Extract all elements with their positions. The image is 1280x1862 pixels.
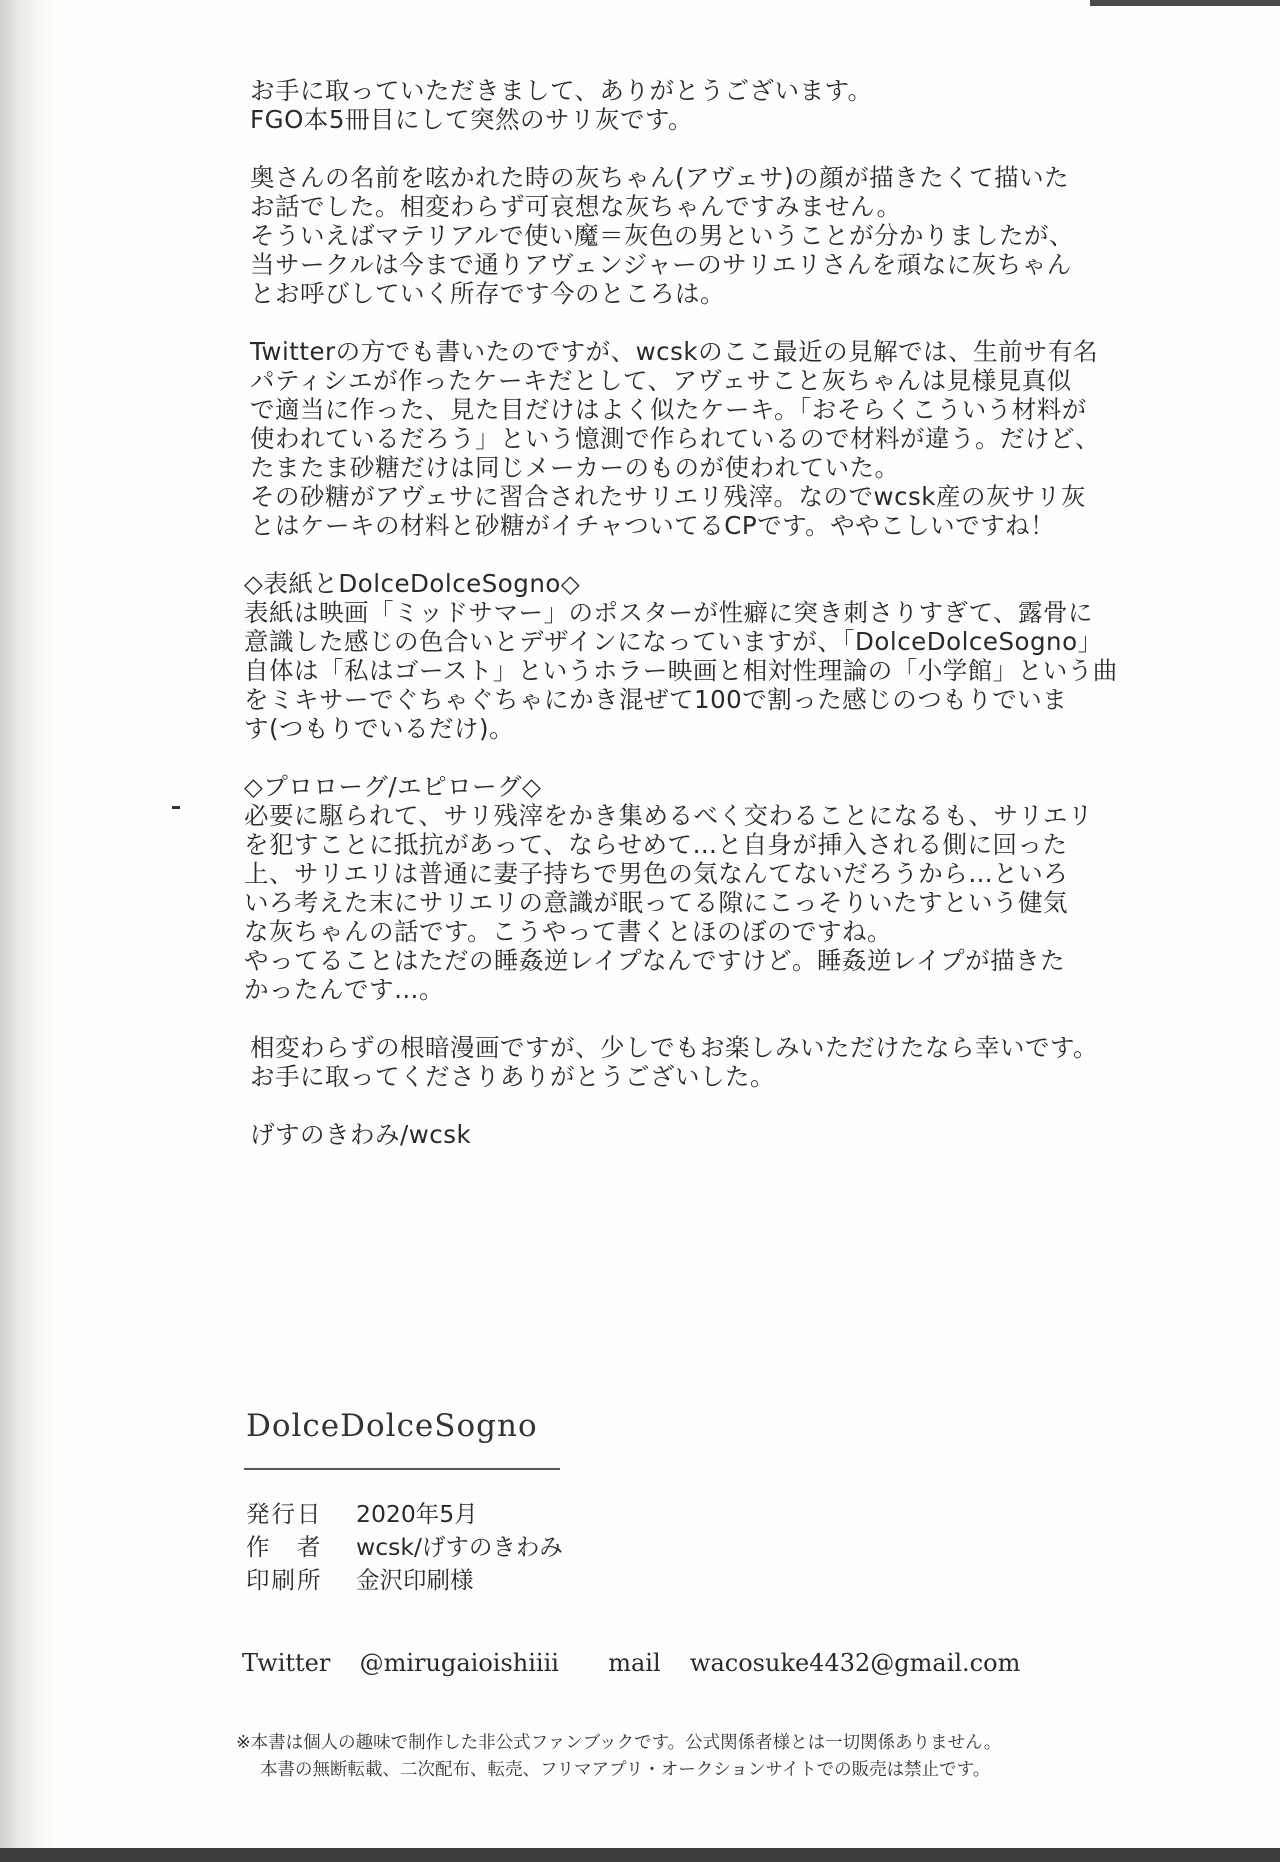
notice-line: ※本書は個人の趣味で制作した非公式ファンブックです。公式関係者様とは一切関係ありません。 xyxy=(236,1733,1002,1753)
text-line: す(つもりでいるだけ)。 xyxy=(244,714,515,743)
text-line: 上、サリエリは普通に妻子持ちで男色の気なんてないだろうから…といろ xyxy=(244,859,1069,888)
section-heading: ◇表紙とDolceDolceSogno◇ xyxy=(244,569,581,598)
contact-line xyxy=(242,1649,1020,1677)
colophon-title: DolceDolceSogno xyxy=(246,1408,538,1444)
afterword-body xyxy=(244,76,1210,1149)
text-line: 必要に駆られて、サリ残滓をかき集めるべく交わることになるも、サリエリ xyxy=(244,801,1094,830)
mail-label: mail xyxy=(608,1649,661,1677)
afterword-paragraph-1 xyxy=(250,76,1210,134)
text-line: やってることはただの睡姦逆レイプなんですけど。睡姦逆レイプが描きた xyxy=(244,946,1066,975)
text-line: 当サークルは今まで通りアヴェンジャーのサリエリさんを頑なに灰ちゃん xyxy=(250,250,1072,279)
scan-speck xyxy=(172,806,180,809)
text-line: 表紙は映画「ミッドサマー」のポスターが性癖に突き刺さりすぎて、露骨に xyxy=(244,598,1094,627)
page-gutter-shadow xyxy=(0,0,56,1862)
colophon-row-date xyxy=(246,1498,563,1531)
notice-line: 本書の無断転載、二次配布、転売、フリマアプリ・オークションサイトでの販売は禁止です。 xyxy=(260,1760,991,1780)
section-heading: ◇プロローグ/エピローグ◇ xyxy=(244,772,542,801)
scan-bottom-edge xyxy=(0,1848,1280,1862)
colophon-divider xyxy=(244,1468,560,1470)
text-line: 奥さんの名前を呟かれた時の灰ちゃん(アヴェサ)の顔が描きたくて描いた xyxy=(250,163,1070,192)
scan-corner-mark xyxy=(1090,0,1280,6)
colophon-label: 発行日 xyxy=(246,1500,323,1528)
closing-paragraph xyxy=(250,1033,1210,1091)
colophon-value: wcsk/げすのきわみ xyxy=(356,1533,563,1561)
text-line: たまたま砂糖だけは同じメーカーのものが使われていた。 xyxy=(250,453,900,482)
text-line: な灰ちゃんの話です。こうやって書くとほのぼのですね。 xyxy=(244,917,893,946)
text-line: を犯すことに抵抗があって、ならせめて…と自身が挿入される側に回った xyxy=(244,830,1068,859)
text-line: で適当に作った、見た目だけはよく似たケーキ。「おそらくこういう材料が xyxy=(250,395,1087,424)
colophon-info xyxy=(246,1498,563,1597)
text-line: 意識した感じの色合いとデザインになっていますが、「DolceDolceSogno」 xyxy=(244,627,1103,656)
twitter-handle: @mirugaioishiiii xyxy=(359,1649,559,1677)
text-line: かったんです…。 xyxy=(244,975,444,1004)
text-line: 自体は「私はゴースト」というホラー映画と相対性理論の「小学館」という曲 xyxy=(244,656,1118,685)
text-line: FGO本5冊目にして突然のサリ灰です。 xyxy=(250,105,693,134)
colophon-row-author xyxy=(246,1531,563,1564)
text-line: お話でした。相変わらず可哀想な灰ちゃんですみません。 xyxy=(250,192,902,221)
text-line: お手に取ってくださりありがとうございした。 xyxy=(250,1062,775,1091)
text-line: 相変わらずの根暗漫画ですが、少しでもお楽しみいただけたなら幸いです。 xyxy=(250,1033,1099,1062)
text-line: 使われているだろう」という憶測で作られているので材料が違う。だけど、 xyxy=(250,424,1100,453)
afterword-paragraph-3 xyxy=(250,337,1210,540)
afterword-page xyxy=(244,76,1210,1149)
text-line: いろ考えた末にサリエリの意識が眠ってる隙にこっそりいたすという健気 xyxy=(244,888,1069,917)
section-prologue-epilogue xyxy=(244,772,1210,1004)
colophon-label: 作 者 xyxy=(246,1533,323,1561)
section-cover xyxy=(244,569,1210,743)
colophon-label: 印刷所 xyxy=(246,1566,323,1594)
twitter-label: Twitter xyxy=(242,1649,331,1677)
text-line: パティシエが作ったケーキだとして、アヴェサこと灰ちゃんは見様見真似 xyxy=(250,366,1072,395)
colophon-value: 金沢印刷様 xyxy=(356,1566,474,1594)
author-signature: げすのきわみ/wcsk xyxy=(250,1120,472,1149)
afterword-paragraph-2 xyxy=(250,163,1210,308)
colophon-value: 2020年5月 xyxy=(356,1500,478,1528)
text-line: をミキサーでぐちゃぐちゃにかき混ぜて100で割った感じのつもりでいま xyxy=(244,685,1068,714)
mail-address: wacosuke4432@gmail.com xyxy=(689,1649,1021,1677)
text-line: とはケーキの材料と砂糖がイチャついてるCPです。ややこしいですね！ xyxy=(250,511,1056,540)
colophon-row-printer xyxy=(246,1564,563,1597)
text-line: そういえばマテリアルで使い魔＝灰色の男ということが分かりましたが、 xyxy=(250,221,1075,250)
text-line: その砂糖がアヴェサに習合されたサリエリ残滓。なのでwcsk産の灰サリ灰 xyxy=(250,482,1086,511)
text-line: とお呼びしていく所存です今のところは。 xyxy=(250,279,725,308)
text-line: Twitterの方でも書いたのですが、wcskのここ最近の見解では、生前サ有名 xyxy=(250,337,1099,366)
text-line: お手に取っていただきまして、ありがとうございます。 xyxy=(250,76,873,105)
legal-notice xyxy=(236,1730,1001,1784)
